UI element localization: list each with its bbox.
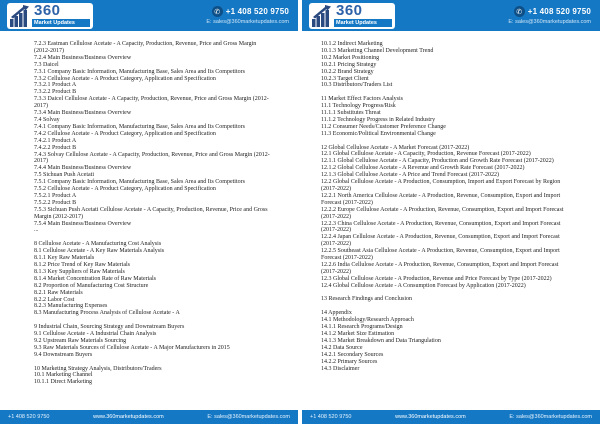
toc-line: 7.3.2 Cellulose Acetate - A Product Category, Application and Specification (34, 75, 216, 82)
toc-line: 8.1.4 Market Concentration Rate of Raw Materials (34, 275, 156, 282)
toc-line: 10.2.2 Brand Strategy (321, 68, 374, 75)
toc-line: 11.3 Economic/Political Environmental Change (321, 130, 436, 137)
toc-line: 8.2.1 Raw Materials (34, 289, 83, 296)
toc-line: 12.2.2 Europe Cellulose Acetate - A Production, Revenue, Consumption, Export and Import Forecast (2017-2022) (321, 206, 564, 220)
toc-line: 7.5.2 Cellulose Acetate - A Product Category, Application and Specification (34, 186, 216, 193)
toc-line: 12.2.5 Southeast Asia Cellulose Acetate - A Production, Revenue, Consumption, Export and Import Forecast (2017-2022) (321, 248, 560, 262)
toc-line: 14.1 Methodology/Research Approach (321, 317, 414, 324)
toc-line: 12.2.1 North America Cellulose Acetate - A Production, Revenue, Consumption, Export and Import Forecast (2017-2022) (321, 192, 561, 206)
toc-line: 8.1.1 Key Raw Materials (34, 255, 95, 262)
toc-line: 10.2.1 Pricing Strategy (321, 61, 377, 68)
toc-line: 12 Global Cellulose Acetate - A Market Forecast (2017-2022) (321, 144, 470, 151)
toc-line: 11.1.2 Technology Progress in Related Industry (321, 116, 436, 123)
toc-line: 7.5.2.2 Product B (34, 199, 77, 206)
page-right (302, 0, 600, 424)
toc-line: 7.4.2 Cellulose Acetate - A Product Category, Application and Specification (34, 130, 216, 137)
page-header (0, 0, 298, 31)
toc-line: 12.1.1 Global Cellulose Acetate - A Capacity, Production and Growth Rate Forecast (2017-2022) (321, 158, 554, 165)
toc-line: 10.1 Marketing Channel (34, 372, 93, 379)
toc-line: 7.4.4 Main Business/Business Overview (34, 165, 132, 172)
toc-line (321, 303, 575, 310)
toc-line: 10.2 Market Positioning (321, 54, 380, 61)
toc-line: 8.1 Cellulose Acetate - A Key Raw Materials Analysis (34, 248, 165, 255)
toc-line: 12.2 Global Cellulose Acetate - A Production, Consumption, Import and Export Forecast by Region (2017-2022) (321, 179, 561, 192)
toc-line: 8.3 Manufacturing Process Analysis of Cellulose Acetate - A (34, 310, 180, 317)
toc-line: 11 Market Effect Factors Analysis (321, 96, 403, 103)
toc-line: 8.2.2 Labor Cost (34, 296, 75, 303)
toc-line: 11.1 Technology Progress/Risk (321, 103, 396, 110)
toc-line: 10.2.3 Target Client (321, 75, 369, 82)
toc-line (34, 359, 270, 366)
toc-line: 14.1.1 Research Programs/Design (321, 324, 403, 331)
toc-line (321, 138, 575, 145)
toc-line: 8.2 Proportion of Manufacturing Cost Structure (34, 282, 149, 289)
logo-number: 360 (34, 1, 61, 19)
toc-line: 7.2.3 Eastman Cellulose Acetate - A Capacity, Production, Revenue, Price and Gross Margin (2012-2017) (34, 41, 257, 54)
toc-line: 8 Cellulose Acetate - A Manufacturing Cost Analysis (34, 241, 162, 248)
toc-line: 7.3 Daicel (34, 61, 59, 68)
toc-line: 12.1.3 Global Cellulose Acetate - A Price and Trend Forecast (2017-2022) (321, 172, 499, 179)
toc-line: 11.1.1 Substitutes Threat (321, 110, 381, 117)
header-contact (508, 6, 600, 25)
toc-line (321, 290, 575, 297)
footer-email[interactable]: E: sales@360marketupdates.com (509, 414, 592, 420)
page-footer (0, 410, 298, 424)
toc-line: ... (34, 227, 39, 234)
toc-line: 14.3 Disclaimer (321, 365, 360, 372)
toc-line: 7.4 Solvay (34, 116, 60, 123)
header-contact (206, 6, 298, 25)
toc-line: 14 Appendix (321, 310, 352, 317)
toc-line: 7.3.1 Company Basic Information, Manufacturing Base, Sales Area and Its Competitors (34, 68, 245, 75)
bar-chart-arrow-icon (10, 5, 32, 27)
toc-line: 8.2.3 Manufacturing Expenses (34, 303, 108, 310)
bar-chart-arrow-icon (312, 5, 334, 27)
phone-icon: ✆ (514, 6, 525, 17)
toc-line: 12.1 Global Cellulose Acetate - A Capacity, Production, Revenue Forecast (2017-2022) (321, 151, 531, 158)
toc-line: 7.2.4 Main Business/Business Overview (34, 54, 132, 61)
toc-line: 9.4 Downstream Buyers (34, 351, 93, 358)
toc-line: 11.2 Consumer Needs/Customer Preference Change (321, 123, 446, 130)
toc-line: 14.1.2 Market Size Estimation (321, 331, 395, 337)
toc-line: 12.3 Global Cellulose Acetate - A Production, Revenue and Price Forecast by Type (2017-2022) (321, 275, 552, 282)
toc-line: 7.3.2.1 Product A (34, 82, 77, 89)
header-email[interactable]: E: sales@360marketupdates.com (206, 19, 289, 25)
toc-line: 8.1.2 Price Trend of Key Raw Materials (34, 261, 130, 268)
toc-line: 13 Research Findings and Conclusion (321, 296, 412, 303)
logo (309, 3, 395, 29)
header-phone[interactable]: +1 408 520 9750 (225, 7, 289, 16)
toc-line: 7.5.1 Company Basic Information, Manufacturing Base, Sales Area and Its Competitors (34, 179, 245, 186)
page-footer (302, 410, 600, 424)
toc-line: 14.1.3 Market Breakdown and Data Triangulation (321, 337, 441, 344)
phone-icon: ✆ (212, 6, 223, 17)
footer-website[interactable]: www.360marketupdates.com (93, 414, 164, 420)
logo (7, 3, 93, 29)
toc-line: 7.3.2.2 Product B (34, 89, 77, 96)
toc-line: 7.5 Sichuan Push Acetati (34, 172, 94, 179)
toc-line: 7.4.1 Company Basic Information, Manufacturing Base, Sales Area and Its Competitors (34, 123, 245, 130)
toc-line: 7.5.4 Main Business/Business Overview (34, 220, 132, 227)
footer-phone[interactable]: +1 408 520 9750 (8, 414, 50, 420)
page-header (302, 0, 600, 31)
toc-page-left (0, 31, 298, 410)
toc-line: 14.2.2 Primary Sources (321, 358, 378, 365)
footer-phone[interactable]: +1 408 520 9750 (310, 414, 352, 420)
page-left (0, 0, 298, 424)
toc-page-right (302, 31, 600, 410)
logo-subtitle: Market Updates (32, 19, 90, 27)
toc-line: 7.3.3 Daicel Cellulose Acetate - A Capacity, Production, Revenue, Price and Gross Margin (2012-2017) (34, 96, 269, 110)
toc-line: 7.3.4 Main Business/Business Overview (34, 110, 132, 117)
header-phone[interactable]: +1 408 520 9750 (527, 7, 591, 16)
footer-website[interactable]: www.360marketupdates.com (395, 414, 466, 420)
toc-line: 7.5.3 Sichuan Push Acetati Cellulose Acetate - A Capacity, Production, Revenue, Price and Gross Margin (2012-2017) (34, 206, 268, 220)
toc-line: 8.1.3 Key Suppliers of Raw Materials (34, 268, 125, 275)
logo-number: 360 (336, 1, 363, 19)
footer-email[interactable]: E: sales@360marketupdates.com (207, 414, 290, 420)
logo-subtitle: Market Updates (334, 19, 392, 27)
toc-line: 10.3 Distributors/Traders List (321, 82, 393, 89)
toc-line: 14.2 Data Source (321, 344, 363, 351)
toc-line: 12.2.4 Japan Cellulose Acetate - A Production, Revenue, Consumption, Export and Import Forecast (2017-2022) (321, 234, 560, 248)
toc-line: 7.4.2.1 Product A (34, 137, 77, 144)
toc-line: 7.5.2.1 Product A (34, 192, 77, 199)
toc-line: 9 Industrial Chain, Sourcing Strategy and Downstream Buyers (34, 324, 185, 331)
toc-line: 12.1.2 Global Cellulose Acetate - A Revenue and Growth Rate Forecast (2017-2022) (321, 165, 525, 172)
toc-line (34, 317, 270, 324)
toc-line: 14.2.1 Secondary Sources (321, 351, 384, 358)
toc-line: 10.1.2 Indirect Marketing (321, 41, 383, 47)
toc-line: 10.1.1 Direct Marketing (34, 379, 92, 386)
toc-line: 12.2.3 China Cellulose Acetate - A Production, Revenue, Consumption, Export and Import Forecast (2017-2022) (321, 220, 561, 234)
toc-line: 9.2 Upstream Raw Materials Sourcing (34, 337, 127, 344)
header-email[interactable]: E: sales@360marketupdates.com (508, 19, 591, 25)
toc-line: 7.4.3 Solvay Cellulose Acetate - A Capacity, Production, Revenue, Price and Gross Margin (2012-2017) (34, 151, 270, 165)
toc-line: 9.3 Raw Materials Sources of Cellulose Acetate - A Major Manufacturers in 2015 (34, 344, 230, 351)
toc-line: 12.4 Global Cellulose Acetate - A Consumption Forecast by Application (2017-2022) (321, 282, 526, 289)
toc-line: 9.1 Cellulose Acetate - A Industrial Chain Analysis (34, 331, 157, 338)
toc-line: 12.2.6 India Cellulose Acetate - A Production, Revenue, Consumption, Export and Import Forecast (2017-2022) (321, 261, 559, 275)
toc-line: 10 Marketing Strategy Analysis, Distributors/Traders (34, 365, 162, 372)
toc-line: 7.4.2.2 Product B (34, 144, 77, 151)
toc-line: 10.1.3 Marketing Channel Development Trend (321, 47, 434, 54)
